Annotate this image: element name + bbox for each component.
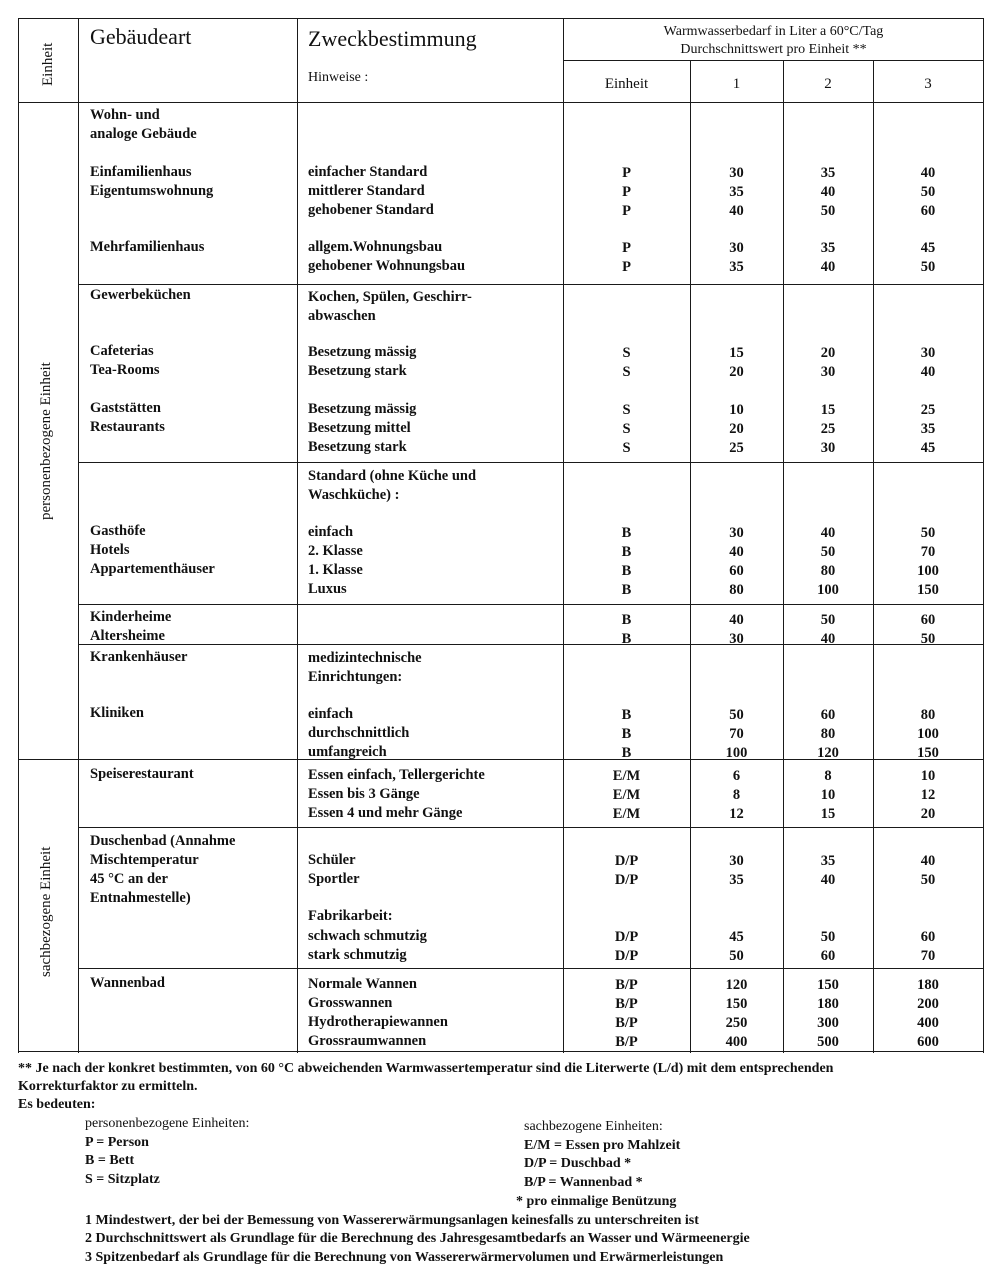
- value-cell-3: 30: [920, 345, 936, 361]
- value-cell-1: 60: [729, 563, 744, 579]
- unit-cell: E/M: [612, 768, 641, 784]
- value-cell-2: 15: [820, 806, 836, 822]
- value-cell-3: 50: [920, 259, 936, 275]
- building-type-label: Mehrfamilienhaus: [90, 239, 205, 255]
- value-cell-2: 40: [820, 872, 836, 888]
- legend-personen-title: personenbezogene Einheiten:: [85, 1116, 250, 1131]
- value-cell-2: 80: [820, 563, 836, 579]
- purpose-label: Hydrotherapiewannen: [308, 1014, 448, 1030]
- purpose-label: schwach schmutzig: [308, 928, 427, 944]
- purpose-label: stark schmutzig: [308, 947, 407, 963]
- value-cell-3: 400: [917, 1015, 939, 1031]
- value-cell-3: 70: [920, 544, 936, 560]
- legend-col-3: 3 Spitzenbedarf als Grundlage für die Berechnung von Wassererwärmervolumen und Erwärmerleistungen: [85, 1250, 724, 1265]
- value-cell-2: 25: [820, 421, 836, 437]
- value-cell-1: 25: [729, 440, 744, 456]
- value-cell-3: 60: [920, 612, 936, 628]
- value-cell-3: 10: [920, 768, 936, 784]
- unit-cell: P: [622, 165, 631, 181]
- value-cell-2: 50: [820, 929, 836, 945]
- unit-cell: B: [621, 745, 632, 761]
- value-cell-3: 40: [920, 165, 936, 181]
- unit-cell: B: [621, 582, 632, 598]
- building-type-label: Restaurants: [90, 419, 165, 435]
- purpose-label: einfach: [308, 706, 354, 722]
- value-cell-3: 180: [917, 977, 939, 993]
- value-cell-3: 80: [920, 707, 936, 723]
- purpose-label: Besetzung stark: [308, 439, 407, 455]
- value-cell-3: 50: [920, 525, 936, 541]
- legend-col-2: 2 Durchschnittswert als Grundlage für die Berechnung des Jahresgesamtbedarfs an Wasser und Wärmeenergie: [85, 1231, 750, 1246]
- legend-personen-item: P = Person: [85, 1135, 149, 1150]
- value-cell-1: 45: [729, 929, 744, 945]
- purpose-label: umfangreich: [308, 744, 387, 760]
- value-cell-3: 50: [920, 184, 936, 200]
- value-cell-1: 30: [729, 240, 744, 256]
- purpose-note: abwaschen: [308, 308, 376, 324]
- unit-cell: E/M: [612, 806, 641, 822]
- value-cell-2: 40: [820, 525, 836, 541]
- unit-cell: P: [622, 240, 631, 256]
- value-cell-3: 100: [917, 563, 939, 579]
- purpose-note: Waschküche) :: [308, 487, 400, 503]
- unit-cell: B: [621, 707, 632, 723]
- unit-cell: B/P: [615, 996, 638, 1012]
- value-cell-1: 80: [729, 582, 744, 598]
- building-type-label: 45 °C an der: [90, 871, 168, 887]
- value-cell-1: 15: [729, 345, 744, 361]
- legend-personen-item: B = Bett: [85, 1153, 135, 1168]
- unit-cell: B: [621, 726, 632, 742]
- footnote-asterisk-line2: Korrekturfaktor zu ermitteln.: [18, 1079, 198, 1094]
- unit-cell: P: [622, 203, 631, 219]
- value-cell-3: 20: [920, 806, 936, 822]
- value-cell-1: 10: [729, 402, 744, 418]
- building-type-label: Hotels: [90, 542, 130, 558]
- unit-cell: B: [621, 631, 632, 647]
- building-type-label: Wohn- und: [90, 107, 160, 123]
- value-cell-2: 60: [820, 948, 836, 964]
- unit-cell: S: [622, 364, 631, 380]
- value-cell-1: 100: [725, 745, 748, 761]
- value-cell-3: 600: [917, 1034, 939, 1050]
- purpose-label: 1. Klasse: [308, 562, 363, 578]
- purpose-label: Sportler: [308, 871, 360, 887]
- unit-cell: B: [621, 612, 632, 628]
- einheit-vertical-label: Einheit: [40, 42, 56, 86]
- value-cell-1: 250: [725, 1015, 748, 1031]
- value-cell-3: 45: [920, 240, 936, 256]
- value-cell-3: 200: [917, 996, 939, 1012]
- value-cell-2: 300: [817, 1015, 839, 1031]
- unit-cell: D/P: [614, 929, 639, 945]
- value-cell-3: 100: [917, 726, 939, 742]
- value-cell-3: 35: [920, 421, 936, 437]
- side-label-personenbezogen: personenbezogene Einheit: [38, 362, 54, 520]
- value-cell-1: 6: [732, 768, 741, 784]
- building-type-label: Altersheime: [90, 628, 165, 644]
- purpose-label: Luxus: [308, 581, 347, 597]
- building-type-label: Appartementhäuser: [90, 561, 215, 577]
- building-type-label: Krankenhäuser: [90, 649, 188, 665]
- value-cell-3: 50: [920, 872, 936, 888]
- col-header-zweckbestimmung: Zweckbestimmung: [308, 26, 477, 51]
- legend-sach-title: sachbezogene Einheiten:: [524, 1119, 663, 1134]
- building-type-label: Gewerbeküchen: [90, 287, 191, 303]
- value-cell-1: 40: [729, 612, 744, 628]
- purpose-label: Besetzung stark: [308, 363, 407, 379]
- value-cell-3: 60: [920, 929, 936, 945]
- unit-cell: S: [622, 345, 631, 361]
- value-cell-2: 30: [820, 440, 836, 456]
- purpose-label: Normale Wannen: [308, 976, 417, 992]
- value-cell-2: 15: [820, 402, 836, 418]
- purpose-note: medizintechnische: [308, 650, 422, 666]
- value-cell-1: 12: [729, 806, 744, 822]
- purpose-label: Besetzung mässig: [308, 401, 417, 417]
- value-cell-2: 35: [820, 240, 836, 256]
- purpose-label: Essen bis 3 Gänge: [308, 786, 420, 802]
- building-type-label: Kliniken: [90, 705, 144, 721]
- col-header-3: 3: [924, 76, 932, 92]
- value-cell-2: 35: [820, 853, 836, 869]
- purpose-label: gehobener Standard: [308, 202, 434, 218]
- legend-sach-item: E/M = Essen pro Mahlzeit: [524, 1138, 681, 1153]
- purpose-label: durchschnittlich: [308, 725, 410, 741]
- value-cell-1: 40: [729, 544, 744, 560]
- value-cell-3: 50: [920, 631, 936, 647]
- unit-cell: B/P: [615, 1034, 638, 1050]
- building-type-label: Mischtemperatur: [90, 852, 199, 868]
- value-cell-1: 20: [729, 364, 744, 380]
- value-cell-2: 50: [820, 612, 836, 628]
- purpose-label: 2. Klasse: [308, 543, 363, 559]
- value-cell-3: 150: [917, 582, 939, 598]
- value-cell-1: 120: [725, 977, 748, 993]
- col-header-warmwasser-line1: Warmwasserbedarf in Liter a 60°C/Tag: [663, 24, 884, 39]
- value-cell-2: 10: [820, 787, 836, 803]
- unit-cell: B: [621, 525, 632, 541]
- footnote-es-bedeuten: Es bedeuten:: [18, 1097, 96, 1112]
- building-type-label: analoge Gebäude: [90, 126, 197, 142]
- value-cell-1: 50: [729, 707, 744, 723]
- footnote-asterisk-line1: ** Je nach der konkret bestimmten, von 60 °C abweichenden Warmwassertemperatur sind die Literwerte (L/d) mit dem entsprechenden: [18, 1061, 834, 1076]
- value-cell-2: 35: [820, 165, 836, 181]
- purpose-label: Essen einfach, Tellergerichte: [308, 767, 485, 783]
- value-cell-2: 80: [820, 726, 836, 742]
- purpose-label: einfacher Standard: [308, 164, 428, 180]
- purpose-label: Besetzung mässig: [308, 344, 417, 360]
- value-cell-2: 50: [820, 544, 836, 560]
- value-cell-1: 40: [729, 203, 744, 219]
- building-type-label: Gaststätten: [90, 400, 161, 416]
- value-cell-3: 150: [917, 745, 939, 761]
- building-type-label: Speiserestaurant: [90, 766, 194, 782]
- legend-einmalig: * pro einmalige Benützung: [516, 1194, 677, 1209]
- building-type-label: Entnahmestelle): [90, 890, 191, 906]
- unit-cell: D/P: [614, 948, 639, 964]
- purpose-label: Grossraumwannen: [308, 1033, 427, 1049]
- unit-cell: P: [622, 184, 631, 200]
- legend-sach-item: D/P = Duschbad *: [524, 1156, 632, 1171]
- value-cell-1: 35: [729, 259, 744, 275]
- value-cell-2: 100: [817, 582, 839, 598]
- purpose-label: Schüler: [308, 852, 356, 868]
- value-cell-1: 20: [729, 421, 744, 437]
- building-type-label: Duschenbad (Annahme: [90, 833, 236, 849]
- value-cell-1: 150: [725, 996, 748, 1012]
- col-header-einheit: Einheit: [604, 76, 649, 92]
- legend-personen-item: S = Sitzplatz: [85, 1172, 160, 1187]
- col-header-2: 2: [824, 76, 832, 92]
- purpose-label: allgem.Wohnungsbau: [308, 239, 443, 255]
- value-cell-1: 35: [729, 184, 744, 200]
- value-cell-3: 45: [920, 440, 936, 456]
- value-cell-2: 50: [820, 203, 836, 219]
- value-cell-2: 180: [817, 996, 839, 1012]
- legend-col-1: 1 Mindestwert, der bei der Bemessung von Wassererwärmungsanlagen keinesfalls zu unterschreiten ist: [85, 1213, 699, 1228]
- value-cell-2: 20: [820, 345, 836, 361]
- value-cell-3: 60: [920, 203, 936, 219]
- purpose-note: Standard (ohne Küche und: [308, 468, 477, 484]
- purpose-note: Einrichtungen:: [308, 669, 403, 685]
- purpose-label: gehobener Wohnungsbau: [308, 258, 466, 274]
- value-cell-2: 500: [817, 1034, 839, 1050]
- unit-cell: B/P: [615, 977, 638, 993]
- value-cell-1: 30: [729, 525, 744, 541]
- building-type-label: Wannenbad: [90, 975, 165, 991]
- building-type-label: Gasthöfe: [90, 523, 146, 539]
- building-type-label: Tea-Rooms: [90, 362, 160, 378]
- value-cell-3: 40: [920, 853, 936, 869]
- building-type-label: Einfamilienhaus: [90, 164, 192, 180]
- purpose-note: Kochen, Spülen, Geschirr-: [308, 289, 472, 305]
- value-cell-2: 60: [820, 707, 836, 723]
- value-cell-1: 8: [732, 787, 741, 803]
- value-cell-1: 50: [729, 948, 744, 964]
- building-type-label: Eigentumswohnung: [90, 183, 214, 199]
- value-cell-2: 40: [820, 259, 836, 275]
- value-cell-2: 30: [820, 364, 836, 380]
- unit-cell: D/P: [614, 853, 639, 869]
- value-cell-2: 40: [820, 184, 836, 200]
- value-cell-3: 40: [920, 364, 936, 380]
- col-header-gebaeudeart: Gebäudeart: [90, 24, 192, 49]
- purpose-note: Fabrikarbeit:: [308, 908, 393, 924]
- unit-cell: B/P: [615, 1015, 638, 1031]
- unit-cell: P: [622, 259, 631, 275]
- value-cell-2: 8: [824, 768, 832, 784]
- purpose-label: Essen 4 und mehr Gänge: [308, 805, 463, 821]
- col-header-hinweise: Hinweise :: [308, 70, 369, 85]
- value-cell-2: 40: [820, 631, 836, 647]
- unit-cell: D/P: [614, 872, 639, 888]
- value-cell-1: 30: [729, 631, 744, 647]
- side-label-sachbezogen: sachbezogene Einheit: [38, 846, 54, 977]
- col-header-1: 1: [732, 76, 741, 92]
- value-cell-1: 35: [729, 872, 744, 888]
- legend-sach-item: B/P = Wannenbad *: [524, 1175, 643, 1190]
- building-type-label: Kinderheime: [90, 609, 172, 625]
- unit-cell: B: [621, 544, 632, 560]
- purpose-label: Grosswannen: [308, 995, 393, 1011]
- purpose-label: einfach: [308, 524, 354, 540]
- value-cell-1: 30: [729, 165, 744, 181]
- purpose-label: Besetzung mittel: [308, 420, 411, 436]
- unit-cell: B: [621, 563, 632, 579]
- value-cell-1: 400: [725, 1034, 748, 1050]
- value-cell-2: 120: [817, 745, 839, 761]
- unit-cell: S: [622, 421, 631, 437]
- value-cell-1: 30: [729, 853, 744, 869]
- unit-cell: S: [622, 402, 631, 418]
- unit-cell: E/M: [612, 787, 641, 803]
- purpose-label: mittlerer Standard: [308, 183, 425, 199]
- value-cell-3: 70: [920, 948, 936, 964]
- col-header-warmwasser-line2: Durchschnittswert pro Einheit **: [680, 42, 867, 57]
- value-cell-1: 70: [729, 726, 744, 742]
- unit-cell: S: [622, 440, 631, 456]
- value-cell-3: 25: [920, 402, 936, 418]
- value-cell-3: 12: [920, 787, 936, 803]
- building-type-label: Cafeterias: [90, 343, 154, 359]
- value-cell-2: 150: [817, 977, 839, 993]
